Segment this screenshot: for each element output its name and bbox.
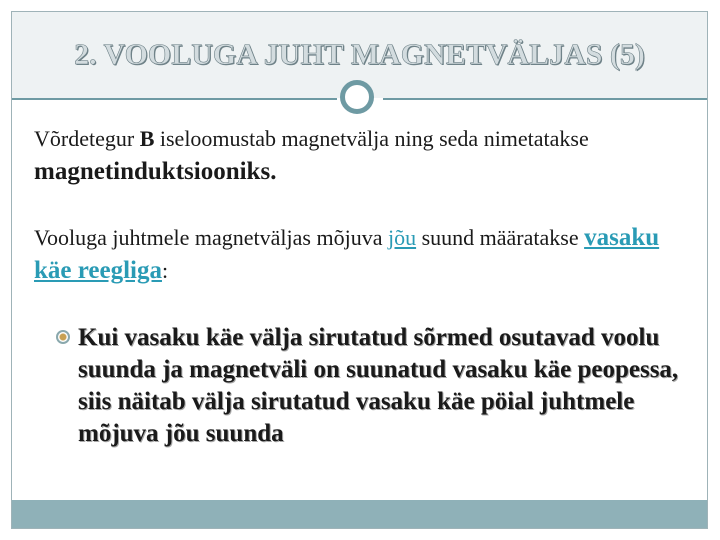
bullet-1-symbol-b: B xyxy=(139,126,155,151)
sub-bullet-text: Kui vasaku käe välja sirutatud sõrmed osutavad voolu suunda ja magnetväli on suunatud vasaku käe peopessa, siis näitab välja sirutatud vasaku käe pöial juhtmele mõjuva jõu suunda xyxy=(78,324,679,447)
bullet-1-text-a: Võrdetegur xyxy=(34,126,140,151)
bullet-1-text-c: iseloomustab magnetvälja ning seda nimetatakse xyxy=(154,126,589,151)
footer-bar xyxy=(12,500,707,528)
bullet-2-text-b: suund määratakse xyxy=(416,225,585,250)
bullet-1 xyxy=(34,123,694,187)
divider-right xyxy=(383,98,707,100)
divider-circle-ornament xyxy=(340,80,374,114)
slide-title: 2. VOOLUGA JUHT MAGNETVÄLJAS (5) xyxy=(74,38,645,71)
divider-left xyxy=(12,98,337,100)
link-jou[interactable]: jõu xyxy=(387,225,417,250)
sub-bullet xyxy=(56,322,696,450)
bullet-2-text-a: Vooluga juhtmele magnetväljas mõjuva xyxy=(34,225,388,250)
bullet-2-text-c: : xyxy=(161,258,169,283)
bullet-1-term: magnetinduktsiooniks. xyxy=(34,158,277,185)
link-vasaku-kae-reegliga[interactable]: vasaku käe reegliga xyxy=(34,224,660,284)
bullet-2 xyxy=(34,222,694,286)
